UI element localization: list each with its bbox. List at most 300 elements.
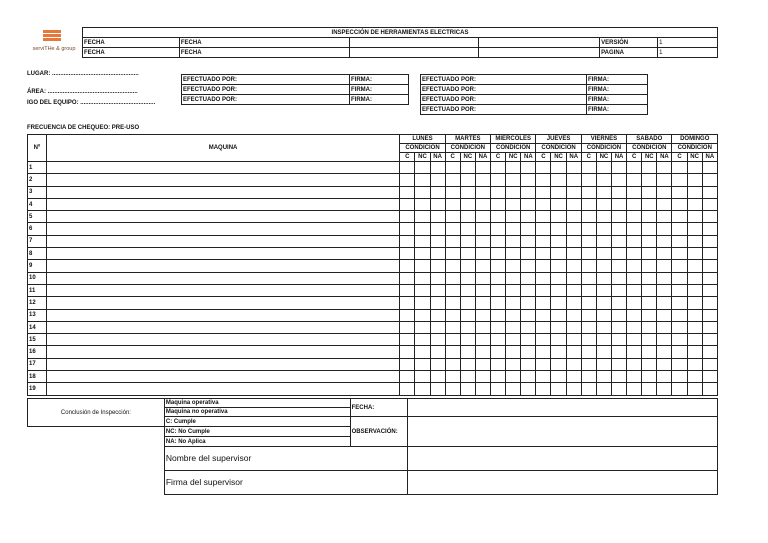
check-cell[interactable] [400,297,415,309]
check-cell[interactable] [430,223,445,235]
check-cell[interactable] [430,186,445,198]
check-cell[interactable] [506,383,521,395]
check-cell[interactable] [551,346,566,358]
check-cell[interactable] [521,371,536,383]
check-cell[interactable] [657,346,672,358]
check-cell[interactable] [672,198,687,210]
check-cell[interactable] [506,371,521,383]
check-cell[interactable] [460,297,475,309]
check-cell[interactable] [506,309,521,321]
check-cell[interactable] [430,321,445,333]
check-cell[interactable] [521,186,536,198]
check-cell[interactable] [506,358,521,370]
check-cell[interactable] [506,174,521,186]
check-cell[interactable] [430,235,445,247]
check-cell[interactable] [657,186,672,198]
check-cell[interactable] [566,186,581,198]
check-cell[interactable] [460,321,475,333]
check-cell[interactable] [551,321,566,333]
check-cell[interactable] [611,358,626,370]
check-cell[interactable] [536,358,551,370]
check-cell[interactable] [400,334,415,346]
check-cell[interactable] [581,272,596,284]
check-cell[interactable] [521,248,536,260]
check-cell[interactable] [642,162,657,174]
check-cell[interactable] [611,198,626,210]
check-cell[interactable] [672,297,687,309]
check-cell[interactable] [596,346,611,358]
check-cell[interactable] [596,162,611,174]
check-cell[interactable] [581,260,596,272]
check-cell[interactable] [400,162,415,174]
check-cell[interactable] [642,334,657,346]
check-cell[interactable] [400,358,415,370]
check-cell[interactable] [475,186,490,198]
check-cell[interactable] [445,346,460,358]
check-cell[interactable] [475,198,490,210]
check-cell[interactable] [430,383,445,395]
check-cell[interactable] [506,260,521,272]
check-cell[interactable] [627,346,642,358]
check-cell[interactable] [702,284,717,296]
check-cell[interactable] [415,162,430,174]
check-cell[interactable] [642,223,657,235]
check-cell[interactable] [400,235,415,247]
check-cell[interactable] [566,284,581,296]
check-cell[interactable] [400,248,415,260]
check-cell[interactable] [400,223,415,235]
check-cell[interactable] [415,198,430,210]
maquina-cell[interactable] [46,223,400,235]
check-cell[interactable] [521,198,536,210]
check-cell[interactable] [430,174,445,186]
check-cell[interactable] [581,321,596,333]
check-cell[interactable] [415,284,430,296]
check-cell[interactable] [460,346,475,358]
check-cell[interactable] [491,235,506,247]
check-cell[interactable] [536,211,551,223]
check-cell[interactable] [460,223,475,235]
check-cell[interactable] [611,211,626,223]
check-cell[interactable] [460,334,475,346]
check-cell[interactable] [491,223,506,235]
check-cell[interactable] [521,383,536,395]
check-cell[interactable] [581,174,596,186]
check-cell[interactable] [596,371,611,383]
check-cell[interactable] [702,211,717,223]
check-cell[interactable] [687,284,702,296]
check-cell[interactable] [491,186,506,198]
check-cell[interactable] [687,248,702,260]
check-cell[interactable] [611,297,626,309]
check-cell[interactable] [581,211,596,223]
check-cell[interactable] [687,223,702,235]
check-cell[interactable] [400,198,415,210]
check-cell[interactable] [491,321,506,333]
check-cell[interactable] [536,309,551,321]
check-cell[interactable] [415,358,430,370]
check-cell[interactable] [566,260,581,272]
check-cell[interactable] [430,358,445,370]
check-cell[interactable] [687,272,702,284]
check-cell[interactable] [506,321,521,333]
check-cell[interactable] [581,334,596,346]
check-cell[interactable] [475,223,490,235]
maquina-cell[interactable] [46,358,400,370]
maquina-cell[interactable] [46,309,400,321]
check-cell[interactable] [400,174,415,186]
check-cell[interactable] [506,334,521,346]
check-cell[interactable] [551,309,566,321]
check-cell[interactable] [596,284,611,296]
check-cell[interactable] [702,297,717,309]
check-cell[interactable] [657,358,672,370]
check-cell[interactable] [506,297,521,309]
check-cell[interactable] [702,186,717,198]
check-cell[interactable] [430,248,445,260]
check-cell[interactable] [415,297,430,309]
check-cell[interactable] [627,371,642,383]
check-cell[interactable] [596,297,611,309]
check-cell[interactable] [506,248,521,260]
check-cell[interactable] [506,346,521,358]
check-cell[interactable] [475,358,490,370]
check-cell[interactable] [627,358,642,370]
check-cell[interactable] [506,186,521,198]
check-cell[interactable] [551,223,566,235]
check-cell[interactable] [642,297,657,309]
check-cell[interactable] [566,358,581,370]
maquina-cell[interactable] [46,383,400,395]
check-cell[interactable] [672,383,687,395]
check-cell[interactable] [521,211,536,223]
check-cell[interactable] [596,260,611,272]
check-cell[interactable] [430,309,445,321]
check-cell[interactable] [702,260,717,272]
check-cell[interactable] [627,334,642,346]
check-cell[interactable] [642,371,657,383]
check-cell[interactable] [445,297,460,309]
check-cell[interactable] [611,248,626,260]
check-cell[interactable] [581,284,596,296]
check-cell[interactable] [521,358,536,370]
check-cell[interactable] [581,371,596,383]
check-cell[interactable] [657,198,672,210]
check-cell[interactable] [657,383,672,395]
check-cell[interactable] [627,186,642,198]
check-cell[interactable] [536,198,551,210]
check-cell[interactable] [566,297,581,309]
check-cell[interactable] [475,371,490,383]
check-cell[interactable] [702,346,717,358]
check-cell[interactable] [491,309,506,321]
check-cell[interactable] [702,371,717,383]
check-cell[interactable] [445,186,460,198]
check-cell[interactable] [657,334,672,346]
check-cell[interactable] [687,198,702,210]
check-cell[interactable] [400,371,415,383]
check-cell[interactable] [445,272,460,284]
maquina-cell[interactable] [46,162,400,174]
check-cell[interactable] [657,162,672,174]
check-cell[interactable] [596,248,611,260]
maquina-cell[interactable] [46,260,400,272]
check-cell[interactable] [627,284,642,296]
check-cell[interactable] [521,297,536,309]
check-cell[interactable] [475,346,490,358]
check-cell[interactable] [596,223,611,235]
check-cell[interactable] [400,383,415,395]
check-cell[interactable] [536,272,551,284]
check-cell[interactable] [400,321,415,333]
check-cell[interactable] [672,211,687,223]
check-cell[interactable] [491,383,506,395]
check-cell[interactable] [430,211,445,223]
check-cell[interactable] [506,272,521,284]
check-cell[interactable] [566,248,581,260]
check-cell[interactable] [475,248,490,260]
check-cell[interactable] [566,235,581,247]
check-cell[interactable] [611,235,626,247]
check-cell[interactable] [657,260,672,272]
check-cell[interactable] [657,235,672,247]
check-cell[interactable] [611,186,626,198]
check-cell[interactable] [506,162,521,174]
maquina-cell[interactable] [46,235,400,247]
maquina-cell[interactable] [46,334,400,346]
check-cell[interactable] [581,186,596,198]
check-cell[interactable] [460,162,475,174]
check-cell[interactable] [702,223,717,235]
check-cell[interactable] [611,223,626,235]
check-cell[interactable] [672,334,687,346]
check-cell[interactable] [551,272,566,284]
check-cell[interactable] [415,223,430,235]
check-cell[interactable] [536,334,551,346]
check-cell[interactable] [551,371,566,383]
check-cell[interactable] [415,272,430,284]
check-cell[interactable] [475,284,490,296]
check-cell[interactable] [611,321,626,333]
check-cell[interactable] [521,162,536,174]
check-cell[interactable] [400,211,415,223]
check-cell[interactable] [551,260,566,272]
check-cell[interactable] [491,334,506,346]
check-cell[interactable] [702,248,717,260]
check-cell[interactable] [596,211,611,223]
check-cell[interactable] [415,334,430,346]
check-cell[interactable] [642,248,657,260]
maquina-cell[interactable] [46,272,400,284]
check-cell[interactable] [642,260,657,272]
check-cell[interactable] [627,174,642,186]
check-cell[interactable] [672,321,687,333]
check-cell[interactable] [581,309,596,321]
check-cell[interactable] [445,309,460,321]
check-cell[interactable] [581,248,596,260]
check-cell[interactable] [460,186,475,198]
check-cell[interactable] [566,334,581,346]
check-cell[interactable] [521,346,536,358]
check-cell[interactable] [657,248,672,260]
check-cell[interactable] [611,162,626,174]
check-cell[interactable] [430,260,445,272]
check-cell[interactable] [672,260,687,272]
check-cell[interactable] [475,162,490,174]
check-cell[interactable] [430,198,445,210]
check-cell[interactable] [611,284,626,296]
check-cell[interactable] [536,260,551,272]
check-cell[interactable] [506,235,521,247]
check-cell[interactable] [460,272,475,284]
check-cell[interactable] [460,198,475,210]
check-cell[interactable] [551,162,566,174]
check-cell[interactable] [445,334,460,346]
check-cell[interactable] [536,383,551,395]
check-cell[interactable] [491,346,506,358]
check-cell[interactable] [415,174,430,186]
check-cell[interactable] [687,162,702,174]
check-cell[interactable] [551,334,566,346]
check-cell[interactable] [521,260,536,272]
check-cell[interactable] [551,235,566,247]
check-cell[interactable] [566,309,581,321]
check-cell[interactable] [627,321,642,333]
check-cell[interactable] [400,260,415,272]
check-cell[interactable] [672,371,687,383]
check-cell[interactable] [400,309,415,321]
check-cell[interactable] [642,198,657,210]
check-cell[interactable] [551,248,566,260]
check-cell[interactable] [702,174,717,186]
check-cell[interactable] [687,383,702,395]
check-cell[interactable] [566,321,581,333]
check-cell[interactable] [415,186,430,198]
check-cell[interactable] [642,211,657,223]
check-cell[interactable] [581,297,596,309]
check-cell[interactable] [521,272,536,284]
check-cell[interactable] [672,162,687,174]
check-cell[interactable] [475,334,490,346]
check-cell[interactable] [672,309,687,321]
check-cell[interactable] [672,272,687,284]
check-cell[interactable] [687,297,702,309]
check-cell[interactable] [551,198,566,210]
check-cell[interactable] [687,174,702,186]
check-cell[interactable] [702,383,717,395]
check-cell[interactable] [521,321,536,333]
check-cell[interactable] [657,371,672,383]
check-cell[interactable] [566,272,581,284]
check-cell[interactable] [642,358,657,370]
check-cell[interactable] [581,346,596,358]
check-cell[interactable] [566,162,581,174]
check-cell[interactable] [536,321,551,333]
maquina-cell[interactable] [46,174,400,186]
check-cell[interactable] [415,346,430,358]
check-cell[interactable] [400,272,415,284]
check-cell[interactable] [702,235,717,247]
check-cell[interactable] [536,186,551,198]
check-cell[interactable] [596,174,611,186]
check-cell[interactable] [672,186,687,198]
check-cell[interactable] [596,383,611,395]
check-cell[interactable] [672,174,687,186]
check-cell[interactable] [506,223,521,235]
check-cell[interactable] [702,198,717,210]
maquina-cell[interactable] [46,284,400,296]
check-cell[interactable] [551,284,566,296]
check-cell[interactable] [445,223,460,235]
check-cell[interactable] [642,383,657,395]
check-cell[interactable] [506,198,521,210]
check-cell[interactable] [627,223,642,235]
check-cell[interactable] [687,186,702,198]
check-cell[interactable] [491,248,506,260]
check-cell[interactable] [536,223,551,235]
check-cell[interactable] [445,211,460,223]
check-cell[interactable] [627,235,642,247]
check-cell[interactable] [445,284,460,296]
check-cell[interactable] [445,358,460,370]
check-cell[interactable] [627,211,642,223]
check-cell[interactable] [415,260,430,272]
check-cell[interactable] [611,174,626,186]
check-cell[interactable] [536,162,551,174]
check-cell[interactable] [642,272,657,284]
check-cell[interactable] [566,174,581,186]
check-cell[interactable] [581,235,596,247]
check-cell[interactable] [536,297,551,309]
check-cell[interactable] [596,321,611,333]
check-cell[interactable] [596,235,611,247]
check-cell[interactable] [566,383,581,395]
check-cell[interactable] [506,284,521,296]
check-cell[interactable] [642,174,657,186]
check-cell[interactable] [702,358,717,370]
check-cell[interactable] [627,198,642,210]
check-cell[interactable] [687,346,702,358]
check-cell[interactable] [581,383,596,395]
check-cell[interactable] [445,235,460,247]
check-cell[interactable] [430,297,445,309]
check-cell[interactable] [551,211,566,223]
check-cell[interactable] [430,272,445,284]
check-cell[interactable] [430,371,445,383]
check-cell[interactable] [491,174,506,186]
check-cell[interactable] [657,297,672,309]
check-cell[interactable] [536,346,551,358]
check-cell[interactable] [596,198,611,210]
check-cell[interactable] [687,334,702,346]
check-cell[interactable] [475,272,490,284]
check-cell[interactable] [521,309,536,321]
check-cell[interactable] [581,223,596,235]
check-cell[interactable] [672,358,687,370]
check-cell[interactable] [702,321,717,333]
check-cell[interactable] [627,383,642,395]
check-cell[interactable] [475,260,490,272]
maquina-cell[interactable] [46,297,400,309]
maquina-cell[interactable] [46,248,400,260]
check-cell[interactable] [415,309,430,321]
check-cell[interactable] [460,248,475,260]
check-cell[interactable] [475,383,490,395]
check-cell[interactable] [642,309,657,321]
check-cell[interactable] [642,235,657,247]
check-cell[interactable] [702,272,717,284]
check-cell[interactable] [596,272,611,284]
